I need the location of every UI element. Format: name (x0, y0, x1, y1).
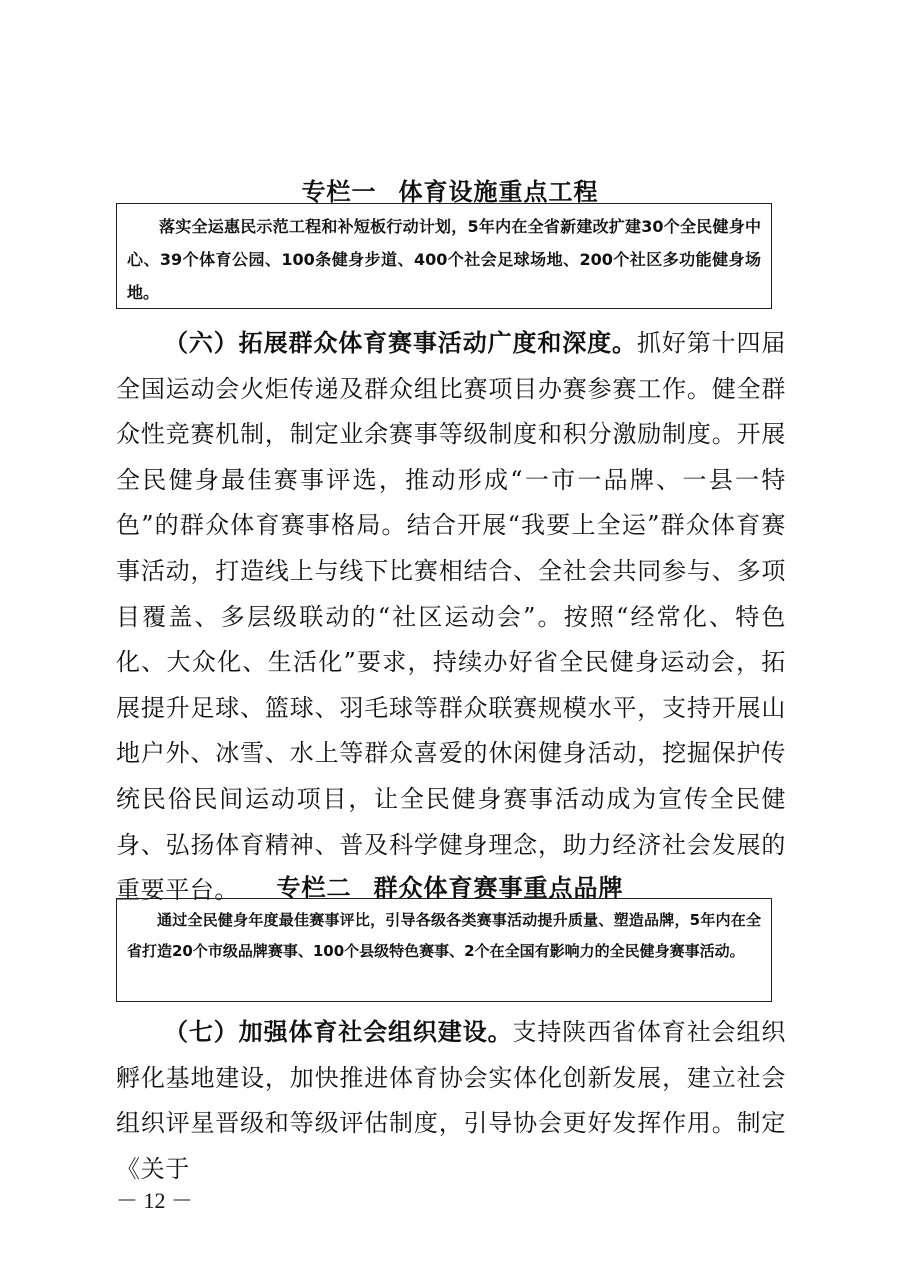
box1-text: 落实全运惠民示范工程和补短板行动计划，5年内在全省新建改扩建30个全民健身中心、39个体育公园、100条健身步道、400个社会足球场地、200个社区多功能健身场地。 (127, 217, 761, 302)
box2-title-prefix: 专栏二 (276, 874, 352, 902)
paragraph-six-body: 抓好第十四届全国运动会火炬传递及群众组比赛项目办赛参赛工作。健全群众性竞赛机制，制定业余赛事等级制度和积分激励制度。开展全民健身最佳赛事评选，推动形成“一市一品牌、一县一特色”的群众体育赛事格局。结合开展“我要上全运”群众体育赛事活动，打造线上与线下比赛相结合、全社会共同参与、多项目覆盖、多层级联动的“社区运动会”。按照“经常化、特色化、大众化、生活化”要求，持续办好省全民健身运动会，拓展提升足球、篮球、羽毛球等群众联赛规模水平，支持开展山地户外、冰雪、水上等群众喜爱的休闲健身活动，挖掘保护传统民俗民间运动项目，让全民健身赛事活动成为宣传全民健身、弘扬体育精神、普及科学健身理念，助力经济社会发展的重要平台。 (116, 329, 786, 905)
paragraph-six-heading: （六）拓展群众体育赛事活动广度和深度。 (164, 329, 637, 357)
box1-title-main: 体育设施重点工程 (398, 178, 599, 206)
paragraph-seven (116, 1010, 786, 1192)
box2-text: 通过全民健身年度最佳赛事评比，引导各级各类赛事活动提升质量、塑造品牌，5年内在全省打造20个市级品牌赛事、100个县级特色赛事、2个在全国有影响力的全民健身赛事活动。 (127, 911, 761, 960)
paragraph-seven-heading: （七）加强体育社会组织建设。 (164, 1018, 513, 1046)
box2-content (116, 898, 772, 1002)
box1-title-prefix: 专栏一 (301, 178, 377, 206)
page-number: － 12 － (116, 1188, 194, 1213)
paragraph-six (116, 321, 786, 914)
box1-content (116, 203, 772, 309)
paragraph-seven-body: 支持陕西省体育社会组织孵化基地建设，加快推进体育协会实体化创新发展，建立社会组织评星晋级和等级评估制度，引导协会更好发挥作用。制定《关于 (116, 1018, 786, 1183)
box1-title (0, 172, 900, 207)
box2-title-main: 群众体育赛事重点品牌 (373, 874, 624, 902)
